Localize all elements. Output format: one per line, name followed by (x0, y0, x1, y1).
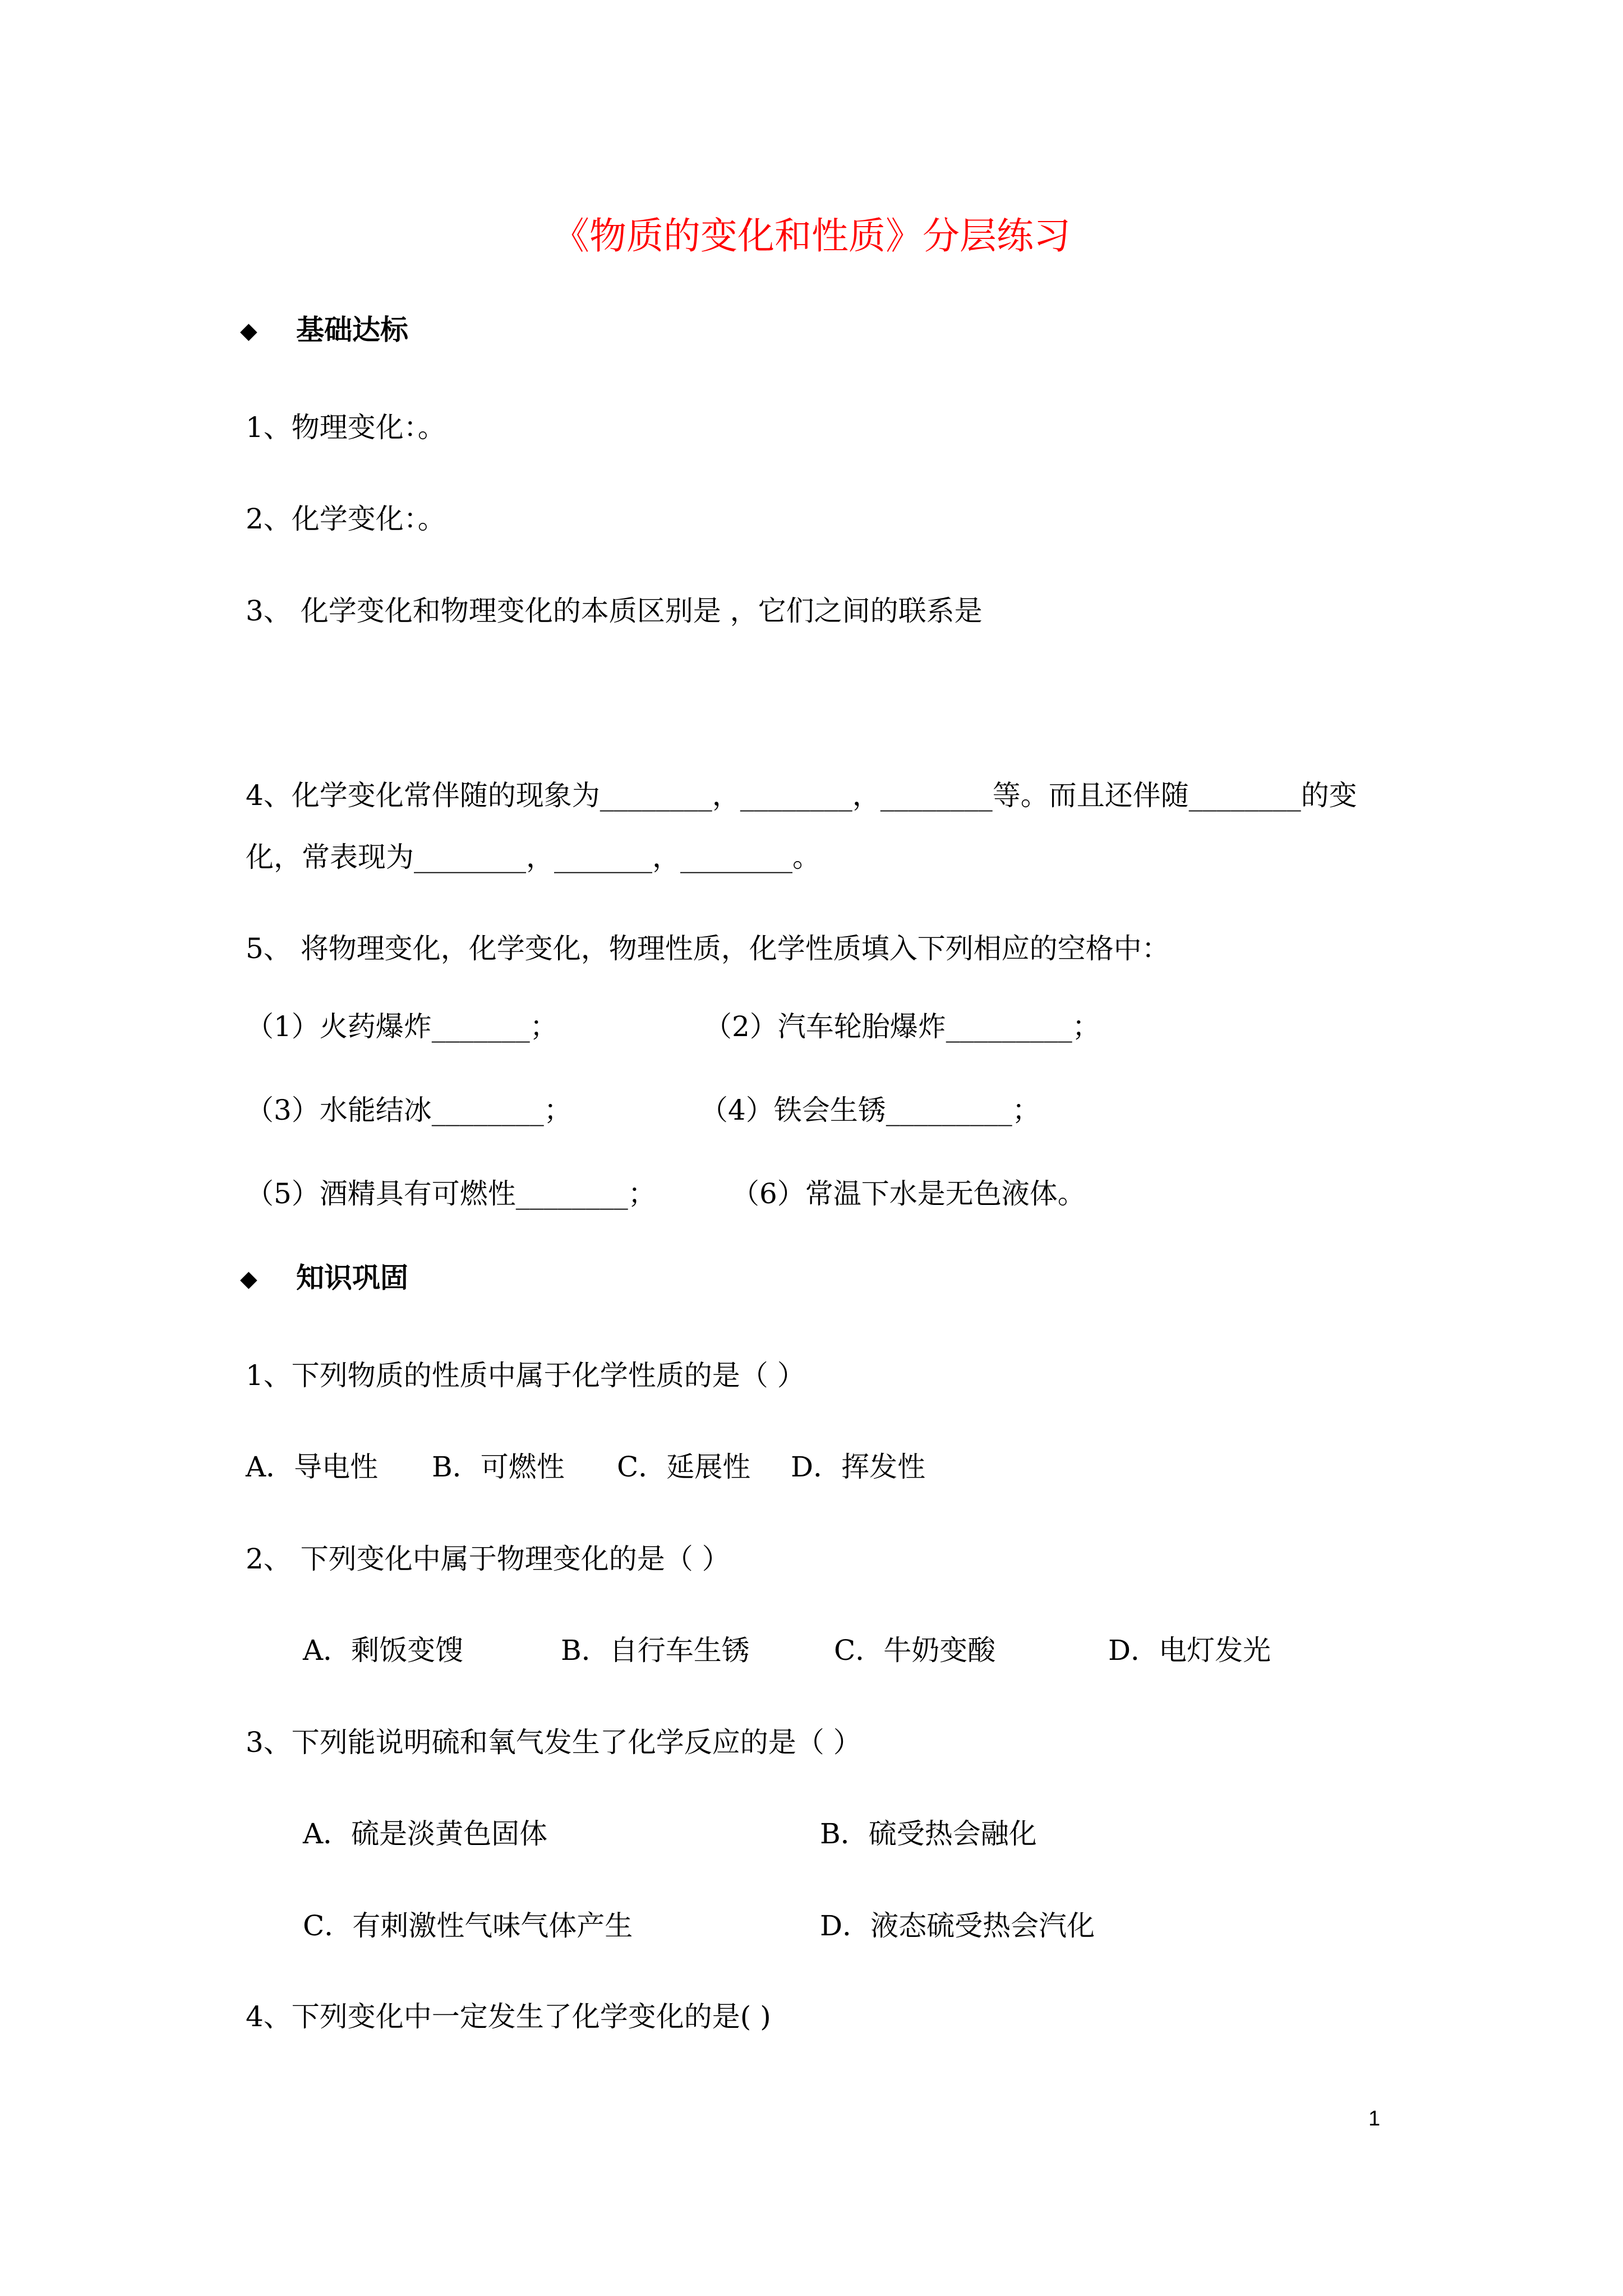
question-5-part-5: （5）酒精具有可燃性________； (246, 1177, 656, 1210)
question-5-part-4: （4）铁会生锈_________； (700, 1094, 1040, 1126)
mc-q2-option-a: A．剩饭变馊 (303, 1634, 464, 1667)
mc-q1-option-c: C．延展性 (617, 1451, 751, 1483)
question-4-line1: 4、化学变化常伴随的现象为________，________，________等。而且还伴随________的变 (246, 779, 1357, 812)
mc-q3-option-a: A．硫是淡黄色固体 (303, 1818, 548, 1850)
question-4-line2: 化，常表现为________，_______，________。 (246, 841, 820, 873)
question-2: 2、化学变化：。 (246, 503, 446, 535)
section-heading-basic: 基础达标 (296, 313, 408, 346)
question-5-part-1: （1）火药爆炸_______； (246, 1010, 558, 1043)
page-number: 1 (1368, 2107, 1381, 2131)
mc-question-1: 1、下列物质的性质中属于化学性质的是（ ） (246, 1359, 805, 1392)
question-1: 1、物理变化：。 (246, 411, 446, 444)
section-bullet-icon: ◆ (240, 1266, 257, 1292)
mc-q1-option-d: D．挥发性 (791, 1451, 926, 1483)
question-5-part-6: （6）常温下水是无色液体。 (731, 1177, 1086, 1210)
mc-q1-option-a: A．导电性 (246, 1451, 379, 1483)
mc-q3-option-b: B．硫受热会融化 (820, 1818, 1037, 1850)
mc-q3-option-c: C．有刺激性气味气体产生 (303, 1910, 633, 1942)
mc-q2-option-d: D．电灯发光 (1108, 1634, 1271, 1667)
mc-q2-option-c: C．牛奶变酸 (834, 1634, 996, 1667)
question-5-part-3: （3）水能结冰________； (246, 1094, 572, 1126)
section-heading-consolidation: 知识巩固 (296, 1261, 408, 1294)
page-title: 《物质的变化和性质》分层练习 (552, 214, 1071, 257)
mc-q1-option-b: B．可燃性 (432, 1451, 565, 1483)
mc-question-3: 3、下列能说明硫和氧气发生了化学反应的是（ ） (246, 1726, 861, 1759)
mc-question-2: 2、 下列变化中属于物理变化的是（ ） (246, 1543, 730, 1575)
mc-question-4: 4、下列变化中一定发生了化学变化的是( ) (246, 2000, 771, 2033)
question-5: 5、 将物理变化，化学变化，物理性质，化学性质填入下列相应的空格中： (246, 932, 1170, 965)
question-3: 3、 化学变化和物理变化的本质区别是 ，它们之间的联系是 (246, 595, 983, 627)
mc-q3-option-d: D．液态硫受热会汽化 (820, 1910, 1095, 1942)
question-5-part-2: （2）汽车轮胎爆炸_________； (704, 1010, 1100, 1043)
mc-q2-option-b: B．自行车生锈 (561, 1634, 750, 1667)
section-bullet-icon: ◆ (240, 318, 257, 344)
